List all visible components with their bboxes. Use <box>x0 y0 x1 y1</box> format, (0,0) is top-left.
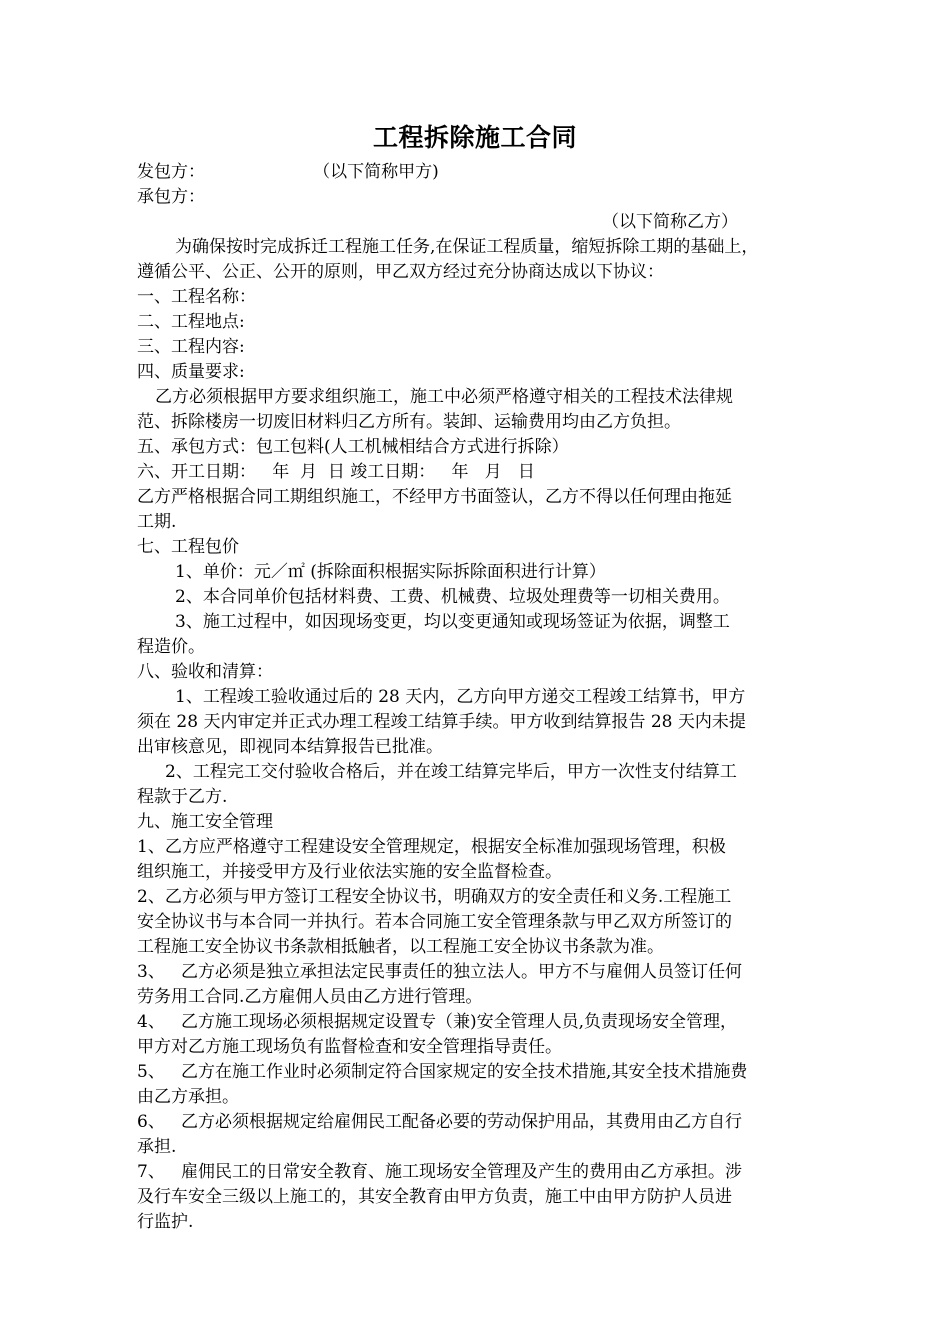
text-line: 乙方必须根据甲方要求组织施工，施工中必须严格遵守相关的工程技术法律规 <box>155 387 733 407</box>
text-line: 1、乙方应严格遵守工程建设安全管理规定，根据安全标准加强现场管理，积极 <box>137 837 726 857</box>
text-line: 组织施工，并接受甲方及行业依法实施的安全监督检查。 <box>137 862 562 882</box>
text-line: 须在 28 天内审定并正式办理工程竣工结算手续。甲方收到结算报告 28 天内未提 <box>137 712 746 732</box>
party-a-line: 发包方： （以下简称甲方) <box>137 162 439 182</box>
document-body <box>137 160 837 1235</box>
section-heading: 三、工程内容: <box>137 337 245 357</box>
text-line: 安全协议书与本合同一并执行。若本合同施工安全管理条款与甲乙双方所签订的 <box>137 912 732 932</box>
section-heading: 七、工程包价 <box>137 537 239 557</box>
text-line: 2、工程完工交付验收合格后，并在竣工结算完毕后，甲方一次性支付结算工 <box>165 762 737 782</box>
document-title: 工程拆除施工合同 <box>372 123 577 152</box>
text-line: 承担. <box>137 1137 177 1157</box>
section-heading: 八、验收和清算： <box>137 662 273 682</box>
text-line: 7、 雇佣民工的日常安全教育、施工现场安全管理及产生的费用由乙方承担。涉 <box>137 1162 743 1182</box>
text-line: 程造价。 <box>137 637 205 657</box>
text-line: 遵循公平、公正、公开的原则，甲乙双方经过充分协商达成以下协议： <box>137 262 664 282</box>
text-line: 行监护. <box>137 1212 194 1232</box>
section-heading: 六、开工日期： 年 月 日 竣工日期： 年 月 日 <box>137 462 535 482</box>
text-line: 工期. <box>137 512 177 532</box>
section-heading: 九、施工安全管理 <box>137 812 273 832</box>
party-b-abbrev: （以下简称乙方） <box>602 212 738 232</box>
text-line: 3、 乙方必须是独立承担法定民事责任的独立法人。甲方不与雇佣人员签订任何 <box>137 962 743 982</box>
text-line: 工程施工安全协议书条款相抵触者，以工程施工安全协议书条款为准。 <box>137 937 664 957</box>
text-line: 程款于乙方. <box>137 787 228 807</box>
text-line: 为确保按时完成拆迁工程施工任务,在保证工程质量，缩短拆除工期的基础上， <box>175 237 759 257</box>
text-line: 出审核意见，即视同本结算报告已批准。 <box>137 737 443 757</box>
text-line: 由乙方承担。 <box>137 1087 239 1107</box>
text-line: 及行车安全三级以上施工的，其安全教育由甲方负责，施工中由甲方防护人员进 <box>137 1187 732 1207</box>
text-line: 范、拆除楼房一切废旧材料归乙方所有。装卸、运输费用均由乙方负担。 <box>137 412 681 432</box>
text-line: 5、 乙方在施工作业时必须制定符合国家规定的安全技术措施,其安全技术措施费 <box>137 1062 748 1082</box>
text-line: 2、本合同单价包括材料费、工费、机械费、垃圾处理费等一切相关费用。 <box>175 587 730 607</box>
section-heading: 五、承包方式：包工包料(人工机械相结合方式进行拆除） <box>137 437 569 457</box>
text-line: 1、单价：元／㎡ (拆除面积根据实际拆除面积进行计算） <box>175 562 606 582</box>
text-line: 甲方对乙方施工现场负有监督检查和安全管理指导责任。 <box>137 1037 562 1057</box>
text-line: 4、 乙方施工现场必须根据规定设置专（兼)安全管理人员,负责现场安全管理， <box>137 1012 738 1032</box>
text-line: 6、 乙方必须根据规定给雇佣民工配备必要的劳动保护用品，其费用由乙方自行 <box>137 1112 743 1132</box>
text-line: 2、乙方必须与甲方签订工程安全协议书，明确双方的安全责任和义务.工程施工 <box>137 887 732 907</box>
section-heading: 二、工程地点: <box>137 312 245 332</box>
text-line: 1、工程竣工验收通过后的 28 天内，乙方向甲方递交工程竣工结算书，甲方 <box>175 687 746 707</box>
text-line: 乙方严格根据合同工期组织施工，不经甲方书面签认，乙方不得以任何理由拖延 <box>137 487 732 507</box>
text-line: 劳务用工合同.乙方雇佣人员由乙方进行管理。 <box>137 987 483 1007</box>
text-line: 3、施工过程中，如因现场变更，均以变更通知或现场签证为依据，调整工 <box>175 612 730 632</box>
section-heading: 四、质量要求: <box>137 362 245 382</box>
section-heading: 一、工程名称： <box>137 287 256 307</box>
party-b-line: 承包方： <box>137 187 205 207</box>
